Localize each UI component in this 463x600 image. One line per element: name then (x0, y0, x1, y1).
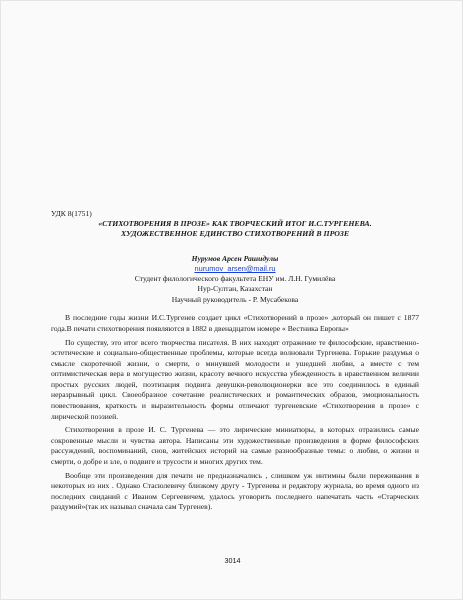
scientific-advisor: Научный руководитель - Р. Мусабекова (171, 294, 299, 304)
paragraph-2: По существу, это итог всего творчества писателя. В них находят отражение те философские, нравственно-эстетические и социально-общественные проблемы, которые всегда волновали Тургенева. Горькие раздумья о смысле скоротечной жизни, о смерти, о минувшей молодости и ушедшей любви, а вместе с тем оптимистическая вера в могущество жизни, красоту вечного искусства убежденность в нравственном величии простых русских людей, поэтизация подвига девушки-революционерки все это соединилось в единый неразрывный цикл. Своеобразное сочетание реалистических и романтических образов, эмоциональность повествования, краткость и выразительность формы отличают тургеневские «Стихотворения в прозе» с лирической поэзией. (51, 337, 419, 421)
author-name: Нурумов Арсен Рашидулы (191, 253, 279, 263)
paragraph-3: Стихотворения в прозе И. С. Тургенева — это лирические миниатюры, в которых отразились самые сокровенные мысли и чувства автора. Написаны эти художественные произведения в форме философских рассуждений, воспоминаний, снов, житейских историй на самые разнообразные темы: о любви, о жизни и смерти, о добре и зле, о подвиге и трусости и многих других тем. (51, 425, 419, 467)
udk-code: УДК 8(1751) (51, 209, 92, 218)
author-block (51, 254, 419, 306)
article-content (51, 209, 419, 516)
title-line-1: «СТИХОТВОРЕНИЯ В ПРОЗЕ» КАК ТВОРЧЕСКИЙ ИТОГ И.С.ТУРГЕНЕВА. (98, 219, 372, 228)
article-body (51, 313, 419, 513)
article-title (51, 219, 419, 240)
author-affiliation: Студент филологического факультета ЕНУ им. Л.Н. Гумилёва (134, 273, 336, 283)
paragraph-4: Вообще эти произведения для печати не предназначались , слишком уж интимны были переживания в некоторых из них . Однако Стасюлевичу близкому другу - Тургенева и редактору журнала, во время одного из последних свиданий с Иваном Сергеевичем, удалось уговорить последнего напечатать часть «Старческих раздумий»(так их называл сначала сам Тургенев). (51, 470, 419, 512)
author-email-link[interactable]: nurumov_arsen@mail.ru (194, 263, 276, 273)
paragraph-1: В последние годы жизни И.С.Тургенев создает цикл «Стихотворений в прозе» ,который он пишет с 1877 года.В печати стихотворения появляются в 1882 в двенадцатом номере « Вестника Европы» (51, 313, 419, 333)
title-line-2: ХУДОЖЕСТВЕННОЕ ЕДИНСТВО СТИХОТВОРЕНИЙ В ПРОЗЕ (120, 229, 350, 239)
author-city: Нур-Султан, Казахстан (197, 284, 273, 294)
page-number: 3014 (224, 556, 241, 565)
